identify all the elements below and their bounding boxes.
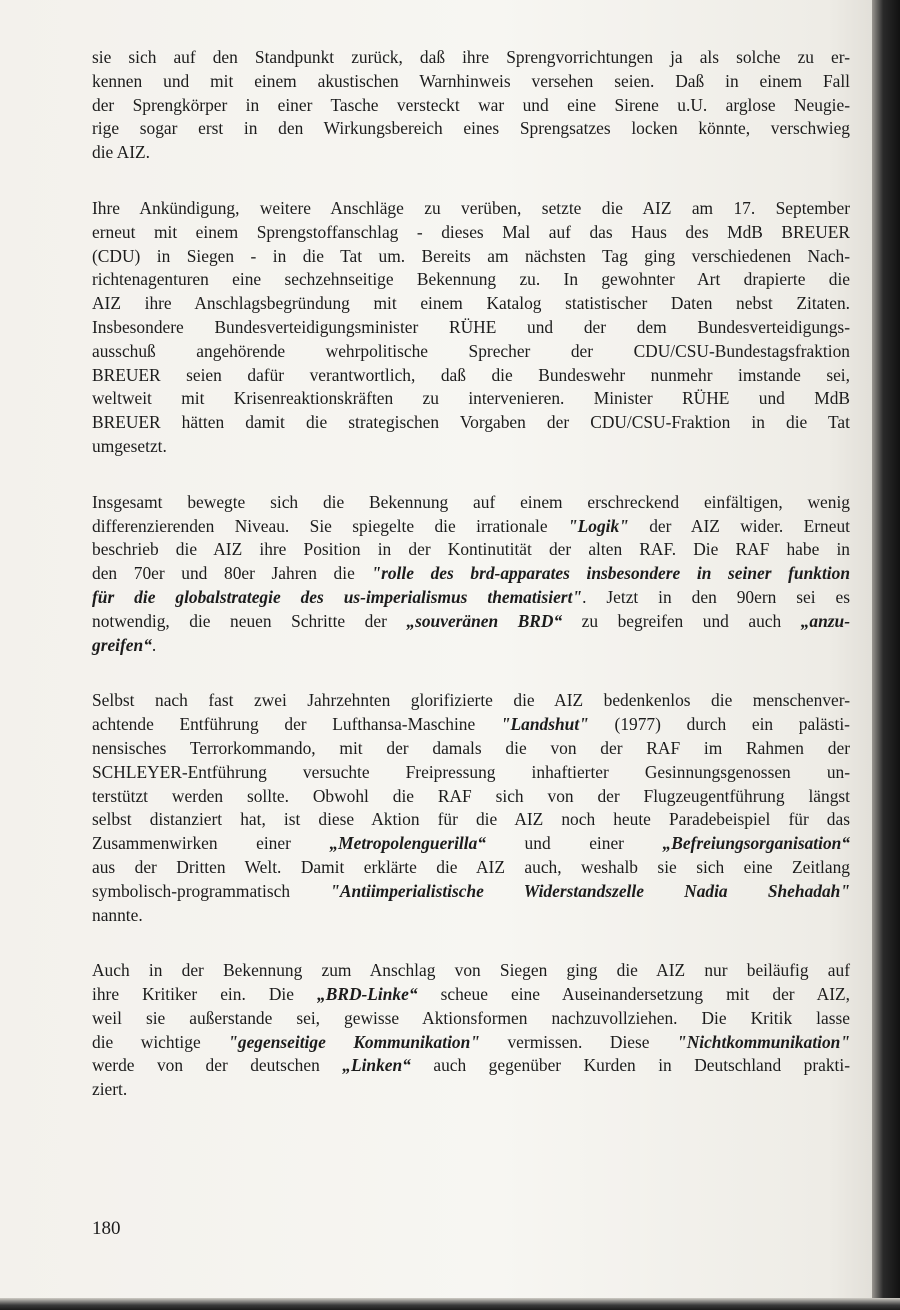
body-text — [92, 46, 850, 1134]
paragraph-1 — [92, 46, 850, 165]
text-run: achtende Entführung der Lufthansa-Maschine — [92, 714, 501, 735]
book-spine-shadow — [872, 0, 900, 1310]
text-line: kennen und mit einem akustischen Warnhinweis versehen seien. Daß in einem Fall — [92, 70, 850, 91]
text-line — [92, 634, 850, 658]
text-run: Zusammenwirken einer — [92, 833, 330, 854]
italic-quote: greifen“ — [92, 634, 152, 655]
text-line: Insbesondere Bundesverteidigungsminister RÜHE und der dem Bundesverteidigungs- — [92, 316, 850, 337]
text-line: Selbst nach fast zwei Jahrzehnten glorifizierte die AIZ bedenkenlos die menschenver- — [92, 690, 850, 711]
text-line — [92, 832, 850, 856]
text-line — [92, 983, 850, 1007]
text-line: erneut mit einem Sprengstoffanschlag - dieses Mal auf das Haus des MdB BREUER — [92, 221, 850, 242]
italic-quote: „anzu- — [800, 610, 850, 631]
text-line: SCHLEYER-Entführung versuchte Freipressung inhaftierter Gesinnungsgenossen un- — [92, 761, 850, 782]
text-run: symbolisch-programmatisch — [92, 880, 331, 901]
text-line: (CDU) in Siegen - in die Tat um. Bereits am nächsten Tag ging verschiedenen Nach- — [92, 245, 850, 266]
page-number: 180 — [92, 1218, 121, 1239]
text-run: der AIZ wider. Erneut — [628, 515, 850, 536]
text-line — [92, 562, 850, 586]
italic-quote: "Logik" — [567, 515, 629, 536]
paragraph-4 — [92, 689, 850, 927]
text-line: Auch in der Bekennung zum Anschlag von Siegen ging die AIZ nur beiläufig auf — [92, 960, 850, 981]
text-line — [92, 1031, 850, 1055]
text-line: weil sie außerstande sei, gewisse Aktionsformen nachzuvollziehen. Die Kritik lasse — [92, 1007, 850, 1028]
text-run: ihre Kritiker ein. Die — [92, 984, 318, 1005]
text-run: werde von der deutschen — [92, 1055, 343, 1076]
text-line: nannte. — [92, 904, 143, 925]
text-line: sie sich auf den Standpunkt zurück, daß ihre Sprengvorrichtungen ja als solche zu er- — [92, 47, 850, 67]
italic-quote: "Nichtkommunikation" — [677, 1031, 851, 1052]
text-line: aus der Dritten Welt. Damit erklärte die AIZ auch, weshalb sie sich eine Zeitlang — [92, 856, 850, 877]
text-line: umgesetzt. — [92, 435, 167, 456]
text-line: terstützt werden sollte. Obwohl die RAF sich von der Flugzeugentführung längst — [92, 785, 850, 806]
text-line: rige sogar erst in den Wirkungsbereich eines Sprengsatzes locken könnte, verschwieg — [92, 118, 850, 139]
text-run: auch gegenüber Kurden in Deutschland prakti- — [410, 1055, 851, 1076]
text-run: und einer — [485, 833, 663, 854]
paragraph-3 — [92, 491, 850, 658]
text-run: differenzierenden Niveau. Sie spiegelte die irrationale — [92, 515, 568, 536]
italic-quote: "Antiimperialistische Widerstandszelle Nadia Shehadah" — [330, 880, 850, 901]
italic-quote: "rolle des brd-apparates insbesondere in seiner funktion — [371, 563, 850, 584]
italic-quote: „BRD-Linke“ — [317, 984, 418, 1005]
paragraph-5 — [92, 959, 850, 1102]
text-line: BREUER seien dafür verantwortlich, daß die Bundeswehr nunmehr imstande sei, — [92, 364, 850, 385]
italic-quote: „Metropolenguerilla“ — [329, 833, 486, 854]
text-line: AIZ ihre Anschlagsbegründung mit einem Katalog statistischer Daten nebst Zitaten. — [92, 293, 850, 314]
paragraph-2 — [92, 197, 850, 459]
text-line — [92, 515, 850, 539]
text-run: . — [151, 634, 157, 655]
text-line: BREUER hätten damit die strategischen Vorgaben der CDU/CSU-Fraktion in die Tat — [92, 412, 850, 433]
text-line: weltweit mit Krisenreaktionskräften zu intervenieren. Minister RÜHE und MdB — [92, 388, 850, 409]
text-line: ausschuß angehörende wehrpolitische Sprecher der CDU/CSU-Bundestagsfraktion — [92, 340, 850, 361]
italic-quote: für die globalstrategie des us-imperialismus thematisiert" — [92, 586, 583, 607]
text-run: scheue eine Auseinandersetzung mit der AIZ, — [417, 984, 850, 1005]
text-run: die wichtige — [92, 1031, 229, 1052]
text-line: ziert. — [92, 1079, 128, 1100]
text-line: richtenagenturen eine sechzehnseitige Bekennung zu. In gewohnter Art drapierte die — [92, 269, 850, 290]
italic-quote: „Befreiungsorganisation“ — [662, 833, 851, 854]
text-run: vermissen. Diese — [479, 1031, 678, 1052]
italic-quote: „Linken“ — [342, 1055, 411, 1076]
text-line: Ihre Ankündigung, weitere Anschläge zu verüben, setzte die AIZ am 17. September — [92, 197, 850, 218]
text-line — [92, 610, 850, 634]
text-line: selbst distanziert hat, ist diese Aktion für die AIZ noch heute Paradebeispiel für das — [92, 809, 850, 830]
page-bottom-edge — [0, 1298, 900, 1310]
italic-quote: "gegenseitige Kommunikation" — [228, 1031, 480, 1052]
text-run: notwendig, die neuen Schritte der — [92, 610, 407, 631]
text-run: . Jetzt in den 90ern sei es — [582, 586, 851, 607]
text-run: den 70er und 80er Jahren die — [92, 563, 372, 584]
text-run: (1977) durch ein palästi- — [588, 714, 850, 735]
italic-quote: „souveränen BRD“ — [406, 610, 563, 631]
text-line: beschrieb die AIZ ihre Position in der Kontinutität der alten RAF. Die RAF habe in — [92, 539, 850, 560]
text-line — [92, 586, 850, 610]
text-run: zu begreifen und auch — [562, 610, 801, 631]
text-line: Insgesamt bewegte sich die Bekennung auf einem erschreckend einfältigen, wenig — [92, 491, 850, 512]
text-line: nensisches Terrorkommando, mit der damals die von der RAF im Rahmen der — [92, 737, 850, 758]
text-line: der Sprengkörper in einer Tasche versteckt war und eine Sirene u.U. arglose Neugie- — [92, 94, 850, 115]
text-line: die AIZ. — [92, 142, 150, 163]
text-line — [92, 880, 850, 904]
text-line — [92, 1054, 850, 1078]
text-line — [92, 713, 850, 737]
italic-quote: "Landshut" — [500, 714, 589, 735]
